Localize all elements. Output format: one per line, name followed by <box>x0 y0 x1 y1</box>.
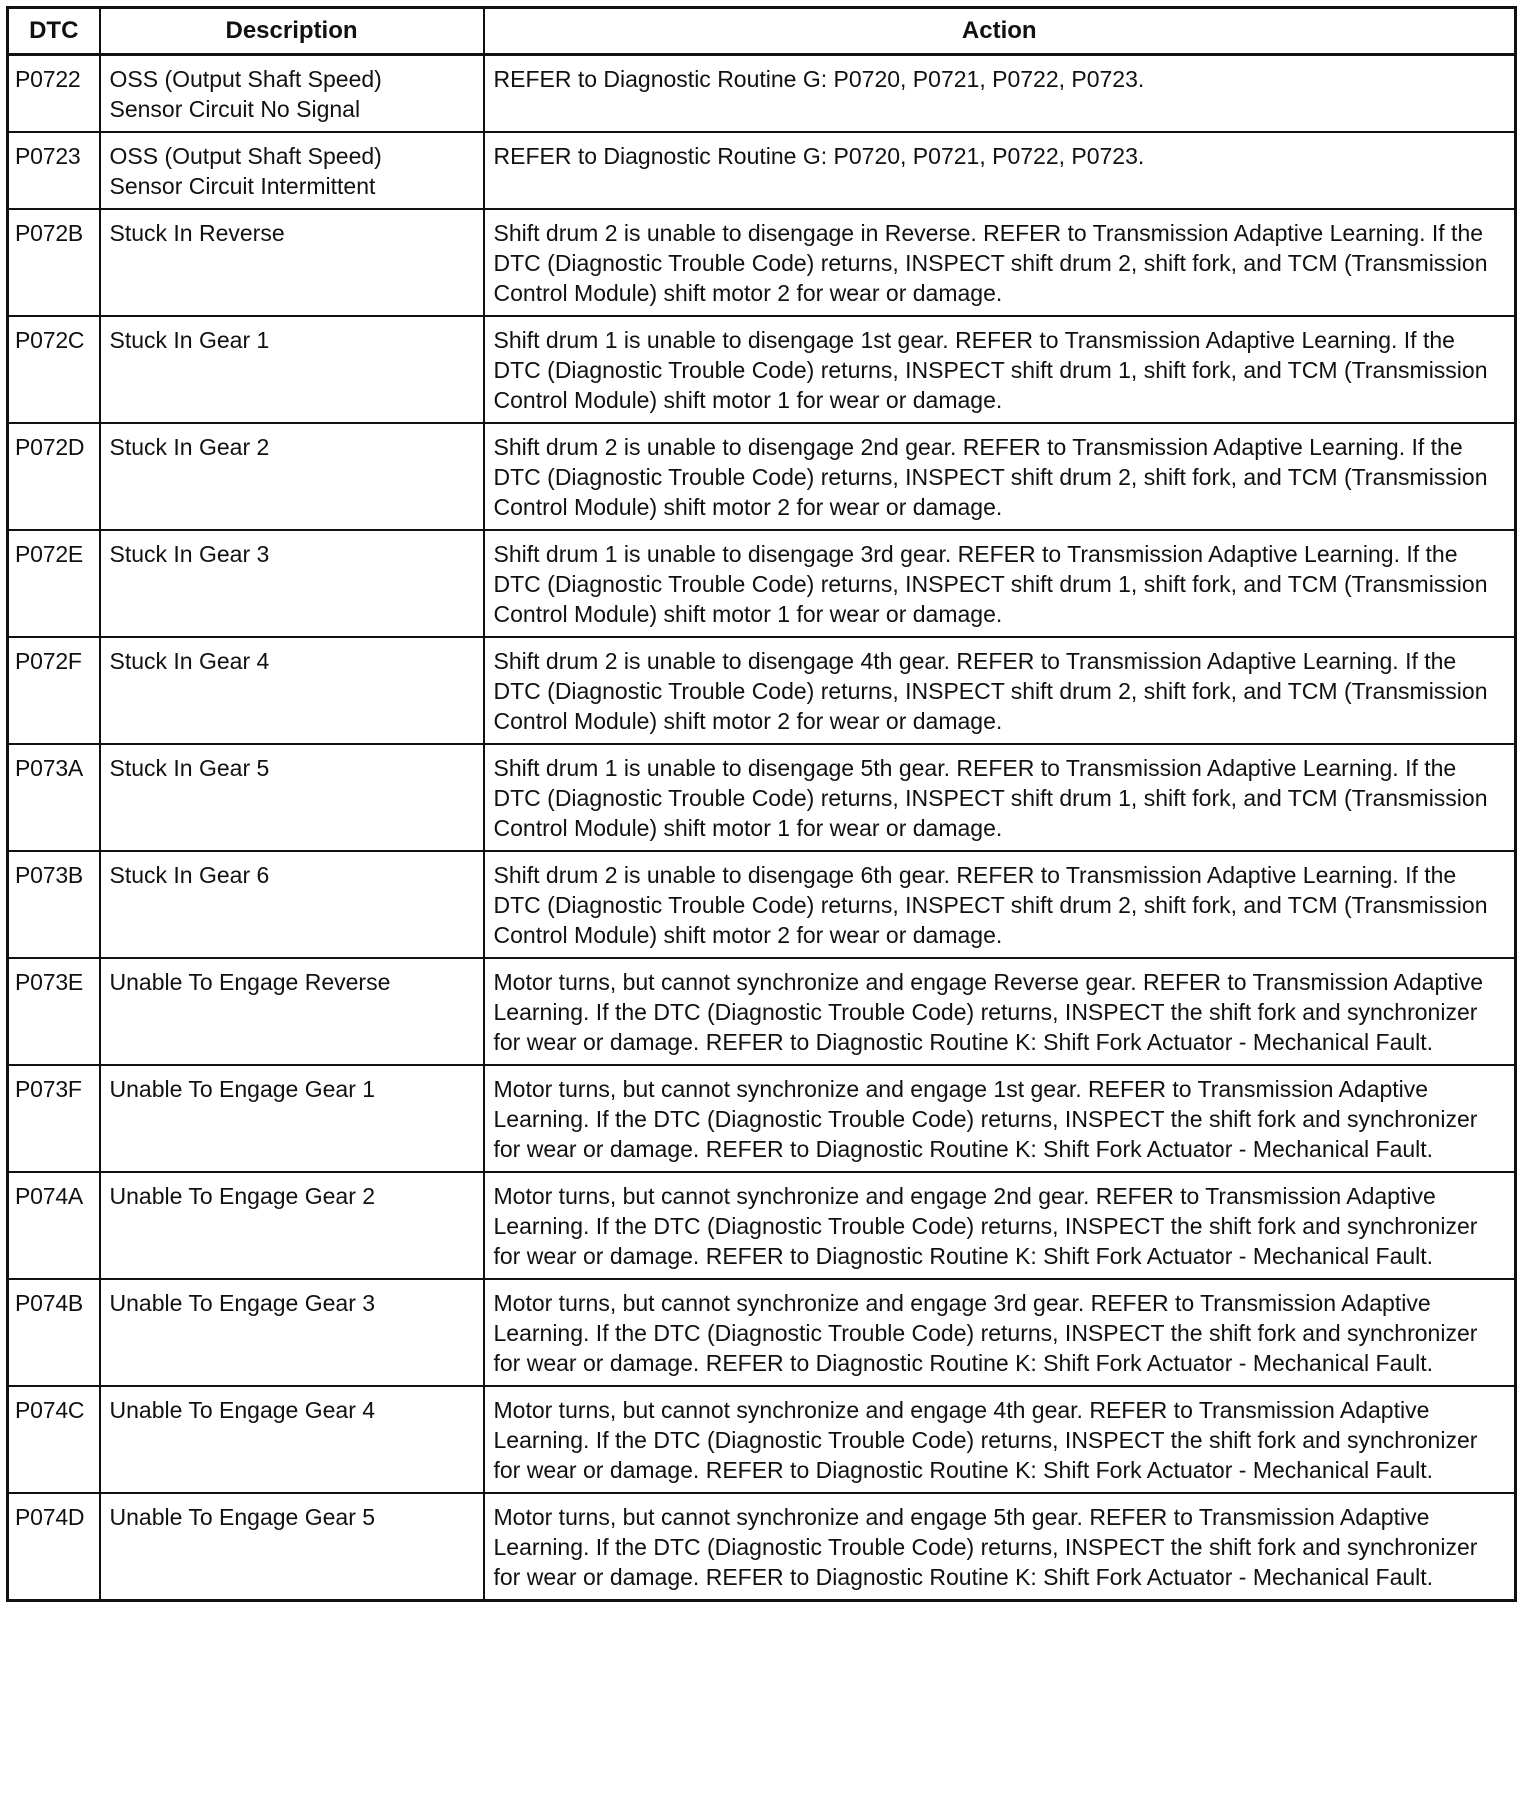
dtc-code: P0722 <box>8 55 100 133</box>
dtc-action: Shift drum 2 is unable to disengage 6th gear. REFER to Transmission Adaptive Learning. If the DTC (Diagnostic Trouble Code) returns, INSPECT shift drum 2, shift fork, and TCM (Transmission Control Module) shift motor 2 for wear or damage. <box>484 851 1516 958</box>
dtc-action: Motor turns, but cannot synchronize and engage Reverse gear. REFER to Transmission Adaptive Learning. If the DTC (Diagnostic Trouble Code) returns, INSPECT the shift fork and synchronizer for wear or damage. REFER to Diagnostic Routine K: Shift Fork Actuator - Mechanical Fault. <box>484 958 1516 1065</box>
dtc-description: Unable To Engage Gear 2 <box>100 1172 484 1279</box>
dtc-action: Shift drum 2 is unable to disengage 4th gear. REFER to Transmission Adaptive Learning. If the DTC (Diagnostic Trouble Code) returns, INSPECT shift drum 2, shift fork, and TCM (Transmission Control Module) shift motor 2 for wear or damage. <box>484 637 1516 744</box>
dtc-description: Unable To Engage Gear 5 <box>100 1493 484 1601</box>
header-description: Description <box>100 8 484 55</box>
dtc-code: P0723 <box>8 132 100 209</box>
dtc-description: Unable To Engage Gear 1 <box>100 1065 484 1172</box>
dtc-action: Shift drum 1 is unable to disengage 1st gear. REFER to Transmission Adaptive Learning. If the DTC (Diagnostic Trouble Code) returns, INSPECT shift drum 1, shift fork, and TCM (Transmission Control Module) shift motor 1 for wear or damage. <box>484 316 1516 423</box>
dtc-code: P073B <box>8 851 100 958</box>
dtc-action: Motor turns, but cannot synchronize and engage 2nd gear. REFER to Transmission Adaptive Learning. If the DTC (Diagnostic Trouble Code) returns, INSPECT the shift fork and synchronizer for wear or damage. REFER to Diagnostic Routine K: Shift Fork Actuator - Mechanical Fault. <box>484 1172 1516 1279</box>
table-body <box>8 55 1516 1601</box>
table-row <box>8 851 1516 958</box>
dtc-code: P072E <box>8 530 100 637</box>
table-row <box>8 1386 1516 1493</box>
table-row <box>8 637 1516 744</box>
dtc-action: Shift drum 1 is unable to disengage 3rd gear. REFER to Transmission Adaptive Learning. If the DTC (Diagnostic Trouble Code) returns, INSPECT shift drum 1, shift fork, and TCM (Transmission Control Module) shift motor 1 for wear or damage. <box>484 530 1516 637</box>
dtc-table <box>6 6 1517 1602</box>
dtc-action: REFER to Diagnostic Routine G: P0720, P0721, P0722, P0723. <box>484 55 1516 133</box>
table-row <box>8 423 1516 530</box>
table-row <box>8 1279 1516 1386</box>
table-row <box>8 209 1516 316</box>
dtc-code: P074A <box>8 1172 100 1279</box>
table-row <box>8 132 1516 209</box>
table-header-row <box>8 8 1516 55</box>
dtc-description: Unable To Engage Gear 4 <box>100 1386 484 1493</box>
dtc-code: P072C <box>8 316 100 423</box>
table-row <box>8 1065 1516 1172</box>
dtc-description: OSS (Output Shaft Speed) Sensor Circuit Intermittent <box>100 132 484 209</box>
dtc-code: P073F <box>8 1065 100 1172</box>
header-action: Action <box>484 8 1516 55</box>
dtc-code: P074B <box>8 1279 100 1386</box>
dtc-description: Unable To Engage Reverse <box>100 958 484 1065</box>
dtc-description: Stuck In Gear 2 <box>100 423 484 530</box>
table-row <box>8 530 1516 637</box>
dtc-action: Motor turns, but cannot synchronize and engage 1st gear. REFER to Transmission Adaptive Learning. If the DTC (Diagnostic Trouble Code) returns, INSPECT the shift fork and synchronizer for wear or damage. REFER to Diagnostic Routine K: Shift Fork Actuator - Mechanical Fault. <box>484 1065 1516 1172</box>
table-row <box>8 744 1516 851</box>
dtc-description: Stuck In Gear 4 <box>100 637 484 744</box>
dtc-action: Motor turns, but cannot synchronize and engage 3rd gear. REFER to Transmission Adaptive Learning. If the DTC (Diagnostic Trouble Code) returns, INSPECT the shift fork and synchronizer for wear or damage. REFER to Diagnostic Routine K: Shift Fork Actuator - Mechanical Fault. <box>484 1279 1516 1386</box>
dtc-action: Motor turns, but cannot synchronize and engage 4th gear. REFER to Transmission Adaptive Learning. If the DTC (Diagnostic Trouble Code) returns, INSPECT the shift fork and synchronizer for wear or damage. REFER to Diagnostic Routine K: Shift Fork Actuator - Mechanical Fault. <box>484 1386 1516 1493</box>
dtc-description: Stuck In Gear 6 <box>100 851 484 958</box>
dtc-code: P073A <box>8 744 100 851</box>
dtc-action: Shift drum 1 is unable to disengage 5th gear. REFER to Transmission Adaptive Learning. If the DTC (Diagnostic Trouble Code) returns, INSPECT shift drum 1, shift fork, and TCM (Transmission Control Module) shift motor 1 for wear or damage. <box>484 744 1516 851</box>
dtc-description: Stuck In Gear 1 <box>100 316 484 423</box>
dtc-code: P074D <box>8 1493 100 1601</box>
dtc-description: Stuck In Gear 5 <box>100 744 484 851</box>
dtc-code: P072D <box>8 423 100 530</box>
dtc-action: Shift drum 2 is unable to disengage in Reverse. REFER to Transmission Adaptive Learning. If the DTC (Diagnostic Trouble Code) returns, INSPECT shift drum 2, shift fork, and TCM (Transmission Control Module) shift motor 2 for wear or damage. <box>484 209 1516 316</box>
table-row <box>8 1493 1516 1601</box>
table-row <box>8 958 1516 1065</box>
dtc-description: Stuck In Reverse <box>100 209 484 316</box>
table-row <box>8 55 1516 133</box>
dtc-description: OSS (Output Shaft Speed) Sensor Circuit No Signal <box>100 55 484 133</box>
table-row <box>8 316 1516 423</box>
dtc-code: P072F <box>8 637 100 744</box>
header-dtc: DTC <box>8 8 100 55</box>
table-row <box>8 1172 1516 1279</box>
dtc-action: Shift drum 2 is unable to disengage 2nd gear. REFER to Transmission Adaptive Learning. If the DTC (Diagnostic Trouble Code) returns, INSPECT shift drum 2, shift fork, and TCM (Transmission Control Module) shift motor 2 for wear or damage. <box>484 423 1516 530</box>
dtc-code: P072B <box>8 209 100 316</box>
dtc-action: REFER to Diagnostic Routine G: P0720, P0721, P0722, P0723. <box>484 132 1516 209</box>
dtc-description: Unable To Engage Gear 3 <box>100 1279 484 1386</box>
dtc-description: Stuck In Gear 3 <box>100 530 484 637</box>
dtc-code: P073E <box>8 958 100 1065</box>
dtc-document <box>6 6 1514 1794</box>
dtc-code: P074C <box>8 1386 100 1493</box>
dtc-action: Motor turns, but cannot synchronize and engage 5th gear. REFER to Transmission Adaptive Learning. If the DTC (Diagnostic Trouble Code) returns, INSPECT the shift fork and synchronizer for wear or damage. REFER to Diagnostic Routine K: Shift Fork Actuator - Mechanical Fault. <box>484 1493 1516 1601</box>
